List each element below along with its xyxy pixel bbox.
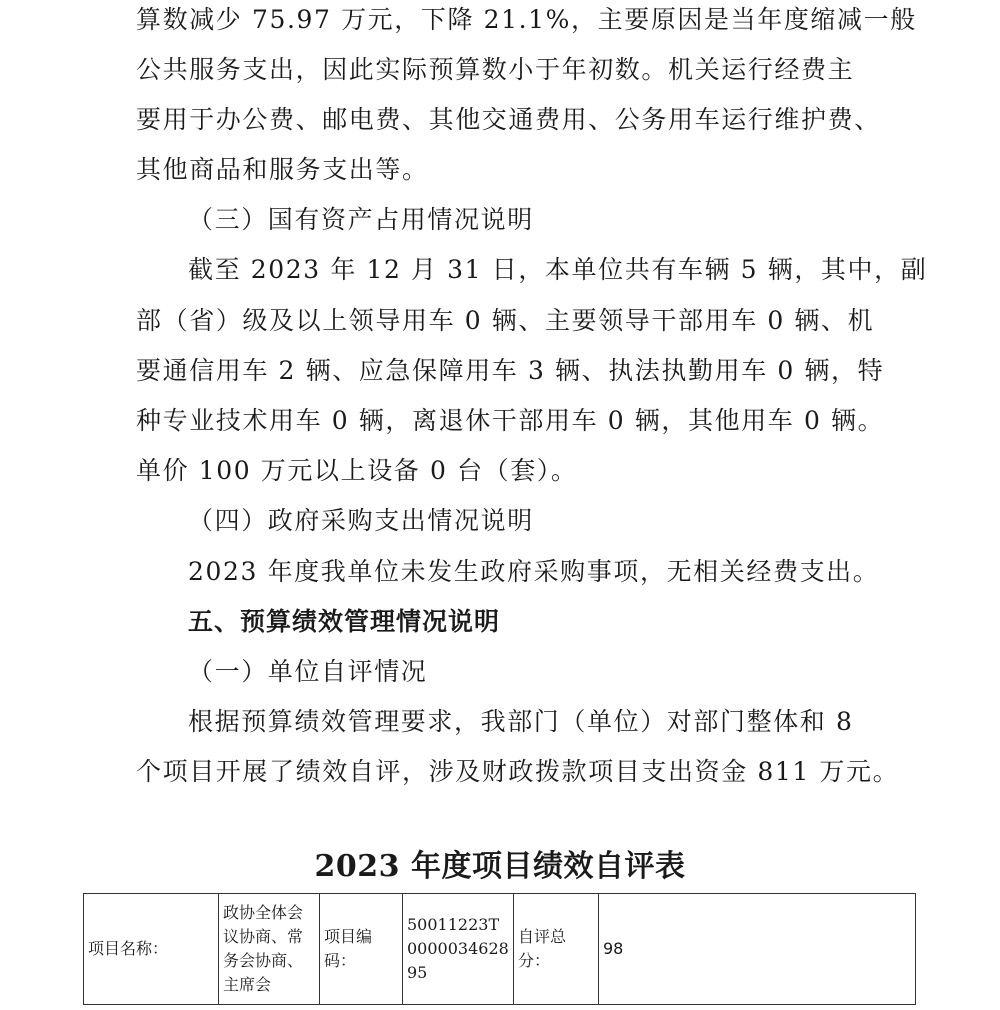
paragraph-line: 2023 年度我单位未发生政府采购事项，无相关经费支出。	[188, 557, 880, 586]
table-row	[84, 894, 916, 1005]
project-code-label: 项目编码：	[320, 894, 403, 1005]
paragraph-line: 种专业技术用车 0 辆，离退休干部用车 0 辆，其他用车 0 辆。	[136, 406, 885, 435]
paragraph-line: 截至 2023 年 12 月 31 日，本单位共有车辆 5 辆，其中，副	[188, 255, 928, 284]
paragraph-line: 要用于办公费、邮电费、其他交通费用、公务用车运行维护费、	[136, 105, 881, 134]
paragraph-line: 算数减少 75.97 万元，下降 21.1%，主要原因是当年度缩减一般	[136, 5, 917, 34]
paragraph-line: 单价 100 万元以上设备 0 台（套）。	[136, 456, 578, 485]
table-title: 2023 年度项目绩效自评表	[314, 849, 686, 884]
project-name-label: 项目名称：	[84, 894, 219, 1005]
score-value: 98	[599, 894, 916, 1005]
project-code-value: 50011223T000003462895	[403, 894, 514, 1005]
paragraph-line: 根据预算绩效管理要求，我部门（单位）对部门整体和 8	[188, 707, 854, 736]
subsection-heading-procurement: （四）政府采购支出情况说明	[188, 506, 534, 535]
section-heading-performance: 五、预算绩效管理情况说明	[188, 607, 501, 636]
paragraph-line: 其他商品和服务支出等。	[136, 155, 429, 184]
paragraph-line: 要通信用车 2 辆、应急保障用车 3 辆、执法执勤用车 0 辆，特	[136, 356, 885, 385]
score-label: 自评总分：	[514, 894, 599, 1005]
paragraph-line: 个项目开展了绩效自评，涉及财政拨款项目支出资金 811 万元。	[136, 757, 900, 786]
paragraph-line: 部（省）级及以上领导用车 0 辆、主要领导干部用车 0 辆、机	[136, 306, 875, 335]
performance-evaluation-table	[83, 893, 916, 1005]
subsection-heading-self-eval: （一）单位自评情况	[188, 657, 428, 686]
project-name-value: 政协全体会议协商、常务会协商、主席会	[219, 894, 320, 1005]
paragraph-line: 公共服务支出，因此实际预算数小于年初数。机关运行经费主	[136, 55, 855, 84]
subsection-heading-assets: （三）国有资产占用情况说明	[188, 205, 534, 234]
